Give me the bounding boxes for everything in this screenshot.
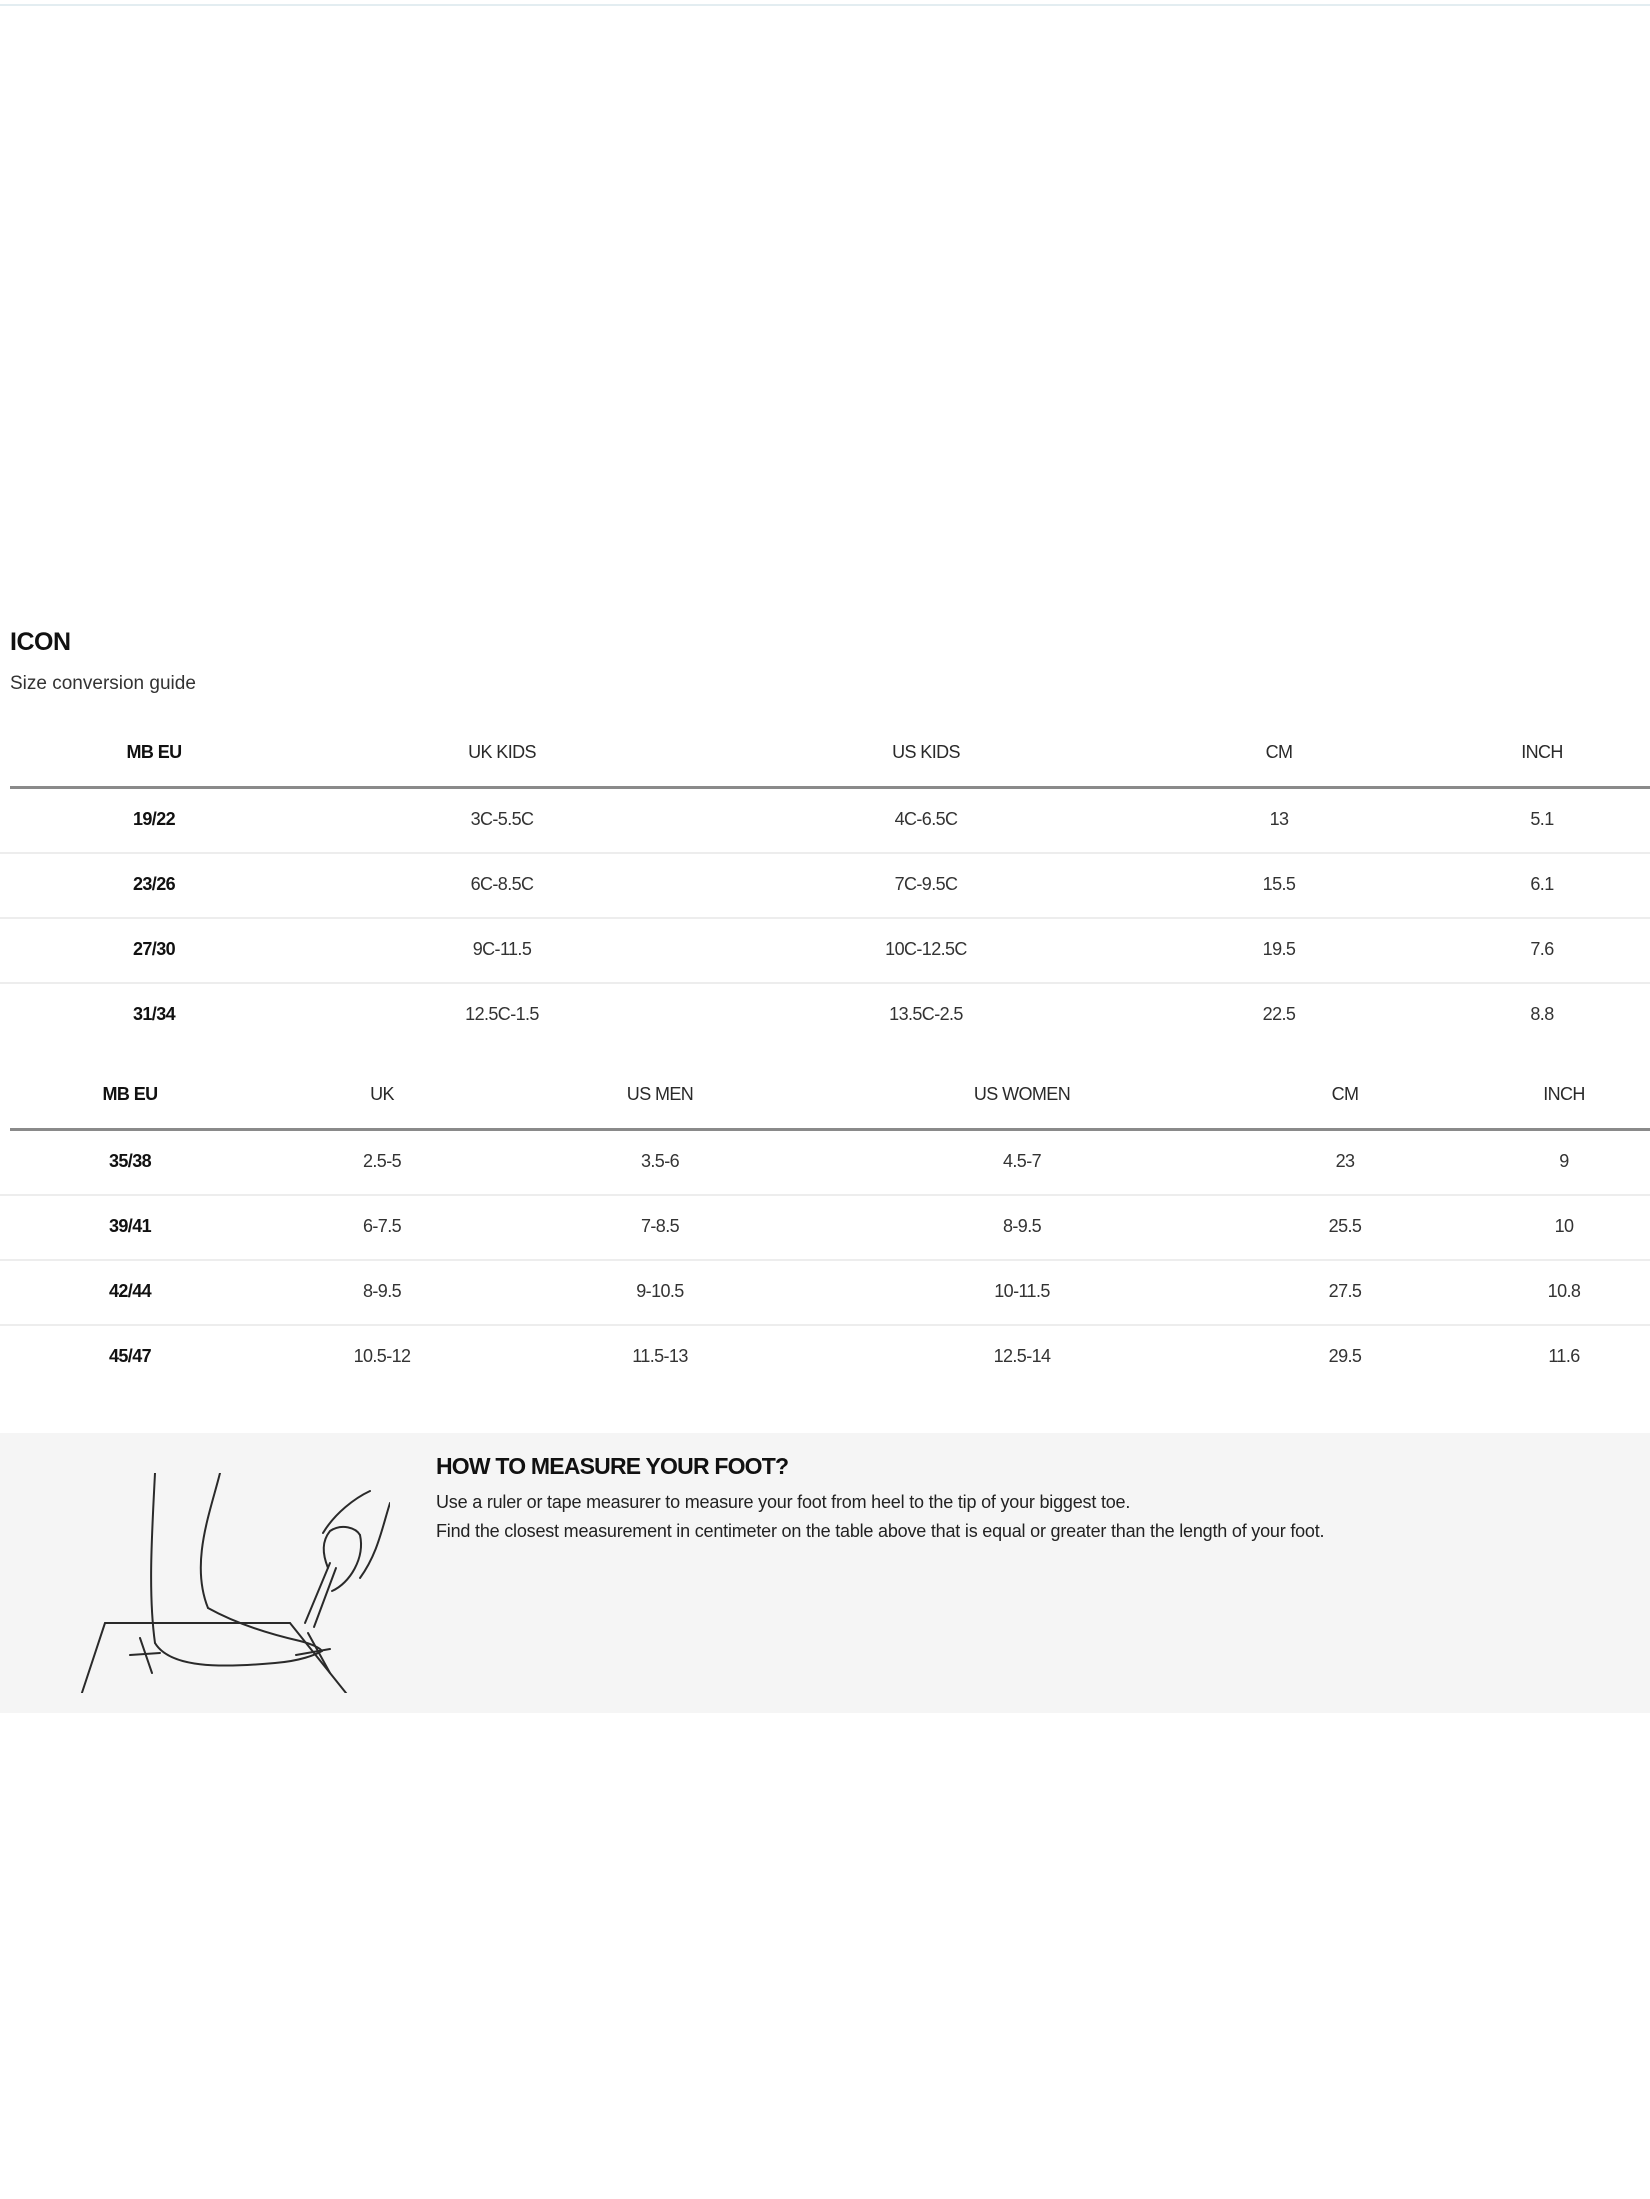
table-cell: 11.6 <box>1548 1346 1580 1366</box>
table-cell: 19/22 <box>132 809 176 829</box>
table-cell: 6.1 <box>1530 874 1554 894</box>
column-header: INCH <box>1521 742 1563 762</box>
table-cell: 8-9.5 <box>362 1281 402 1301</box>
table-cell: 2.5-5 <box>362 1151 402 1171</box>
measure-instructions-panel <box>0 1433 1650 1713</box>
measure-instruction-2: Find the closest measurement in centimeter on the table above that is equal or greater than the length of your foot. <box>436 1521 1325 1541</box>
column-header: CM <box>1331 1084 1359 1104</box>
table-cell: 13 <box>1269 809 1289 829</box>
table-row <box>0 984 1650 1047</box>
table-cell: 10.8 <box>1547 1281 1581 1301</box>
column-header: UK <box>370 1084 394 1104</box>
adult-size-table <box>0 1070 1650 1389</box>
table-cell: 22.5 <box>1262 1004 1296 1024</box>
table-row <box>0 1131 1650 1196</box>
table-cell: 6-7.5 <box>362 1216 402 1236</box>
table-row <box>0 1196 1650 1261</box>
column-header: MB EU <box>102 1084 158 1104</box>
table-cell: 6C-8.5C <box>470 874 534 894</box>
table-cell: 10 <box>1554 1216 1574 1236</box>
table-cell: 10-11.5 <box>994 1281 1050 1301</box>
table-row <box>0 854 1650 919</box>
table-cell: 3C-5.5C <box>470 809 534 829</box>
table-cell: 10.5-12 <box>353 1346 411 1366</box>
table-cell: 45/47 <box>108 1346 152 1366</box>
column-header: US KIDS <box>892 742 960 762</box>
table-cell: 7C-9.5C <box>894 874 958 894</box>
guide-subtitle: Size conversion guide <box>10 673 196 694</box>
table-cell: 8.8 <box>1530 1004 1554 1024</box>
table-cell: 31/34 <box>132 1004 176 1024</box>
table-row <box>0 919 1650 984</box>
table-row <box>0 1261 1650 1326</box>
table-cell: 27.5 <box>1328 1281 1362 1301</box>
top-divider <box>0 4 1650 6</box>
table-row <box>0 789 1650 854</box>
table-cell: 7-8.5 <box>640 1216 680 1236</box>
measure-title: HOW TO MEASURE YOUR FOOT? <box>436 1453 789 1479</box>
table-row <box>0 1326 1650 1389</box>
measure-instruction-1: Use a ruler or tape measurer to measure your foot from heel to the tip of your biggest toe. <box>436 1492 1131 1512</box>
table-cell: 39/41 <box>108 1216 152 1236</box>
table-cell: 12.5-14 <box>993 1346 1051 1366</box>
table-cell: 23 <box>1335 1151 1355 1171</box>
table-header-row <box>10 728 1650 789</box>
table-cell: 19.5 <box>1262 939 1296 959</box>
table-cell: 3.5-6 <box>640 1151 680 1171</box>
kids-size-table <box>0 728 1650 1047</box>
table-cell: 13.5C-2.5 <box>889 1004 963 1024</box>
table-cell: 9C-11.5 <box>472 939 532 959</box>
column-header: INCH <box>1543 1084 1585 1104</box>
table-cell: 9 <box>1559 1151 1569 1171</box>
table-cell: 35/38 <box>108 1151 152 1171</box>
column-header: US WOMEN <box>973 1084 1071 1104</box>
table-cell: 23/26 <box>132 874 176 894</box>
table-cell: 25.5 <box>1328 1216 1362 1236</box>
brand-title: ICON <box>10 628 71 656</box>
table-cell: 29.5 <box>1328 1346 1362 1366</box>
table-cell: 42/44 <box>108 1281 152 1301</box>
table-cell: 11.5-13 <box>632 1346 688 1366</box>
table-cell: 12.5C-1.5 <box>465 1004 539 1024</box>
column-header: US MEN <box>626 1084 694 1104</box>
table-cell: 5.1 <box>1530 809 1554 829</box>
table-cell: 8-9.5 <box>1002 1216 1042 1236</box>
table-header-row <box>10 1070 1650 1131</box>
table-cell: 15.5 <box>1262 874 1296 894</box>
table-cell: 27/30 <box>132 939 176 959</box>
column-header: CM <box>1265 742 1293 762</box>
column-header: UK KIDS <box>468 742 536 762</box>
foot-measure-icon <box>60 1473 390 1693</box>
table-cell: 7.6 <box>1530 939 1554 959</box>
table-cell: 10C-12.5C <box>885 939 967 959</box>
table-cell: 4.5-7 <box>1002 1151 1042 1171</box>
column-header: MB EU <box>126 742 182 762</box>
table-cell: 4C-6.5C <box>894 809 958 829</box>
table-cell: 9-10.5 <box>636 1281 684 1301</box>
